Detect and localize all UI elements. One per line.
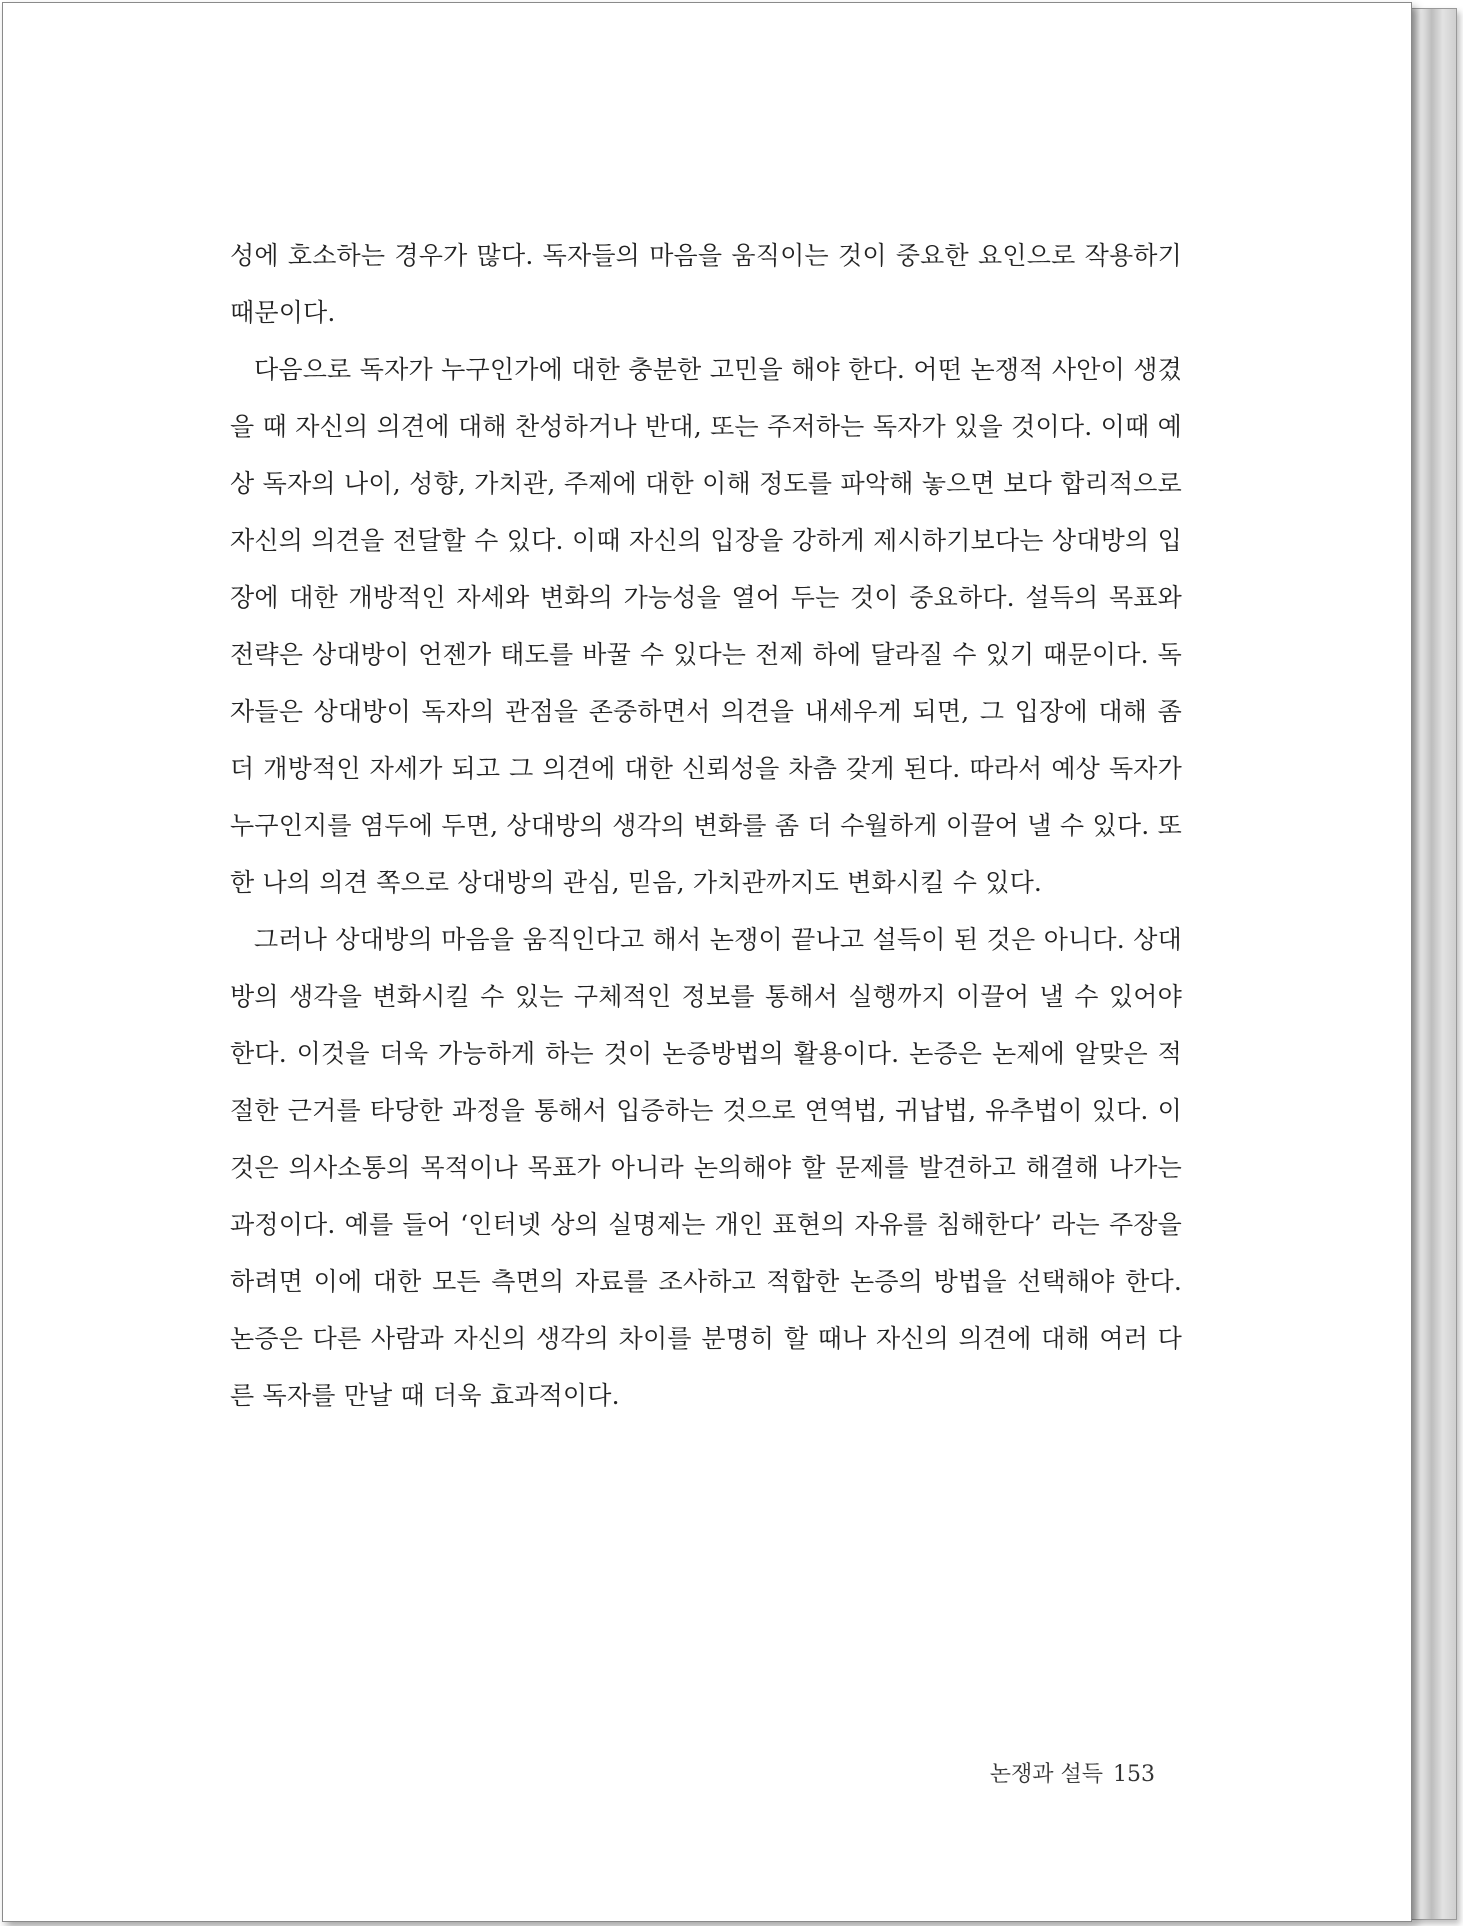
page-number: 153: [1113, 1762, 1155, 1787]
body-text: [230, 227, 1182, 1424]
paragraph-reader-consideration: 다음으로 독자가 누구인가에 대한 충분한 고민을 해야 한다. 어떤 논쟁적 사안이 생겼을 때 자신의 의견에 대해 찬성하거나 반대, 또는 주저하는 독자가 있을 것이다. 이때 예상 독자의 나이, 성향, 가치관, 주제에 대한 이해 정도를 파악해 놓으면 보다 합리적으로 자신의 의견을 전달할 수 있다. 이때 자신의 입장을 강하게 제시하기보다는 상대방의 입장에 대한 개방적인 자세와 변화의 가능성을 열어 두는 것이 중요하다. 설득의 목표와 전략은 상대방이 언젠가 태도를 바꿀 수 있다는 전제 하에 달라질 수 있기 때문이다. 독자들은 상대방이 독자의 관점을 존중하면서 의견을 내세우게 되면, 그 입장에 대해 좀 더 개방적인 자세가 되고 그 의견에 대한 신뢰성을 차츰 갖게 된다. 따라서 예상 독자가 누구인지를 염두에 두면, 상대방의 생각의 변화를 좀 더 수월하게 이끌어 낼 수 있다. 또한 나의 의견 쪽으로 상대방의 관심, 믿음, 가치관까지도 변화시킬 수 있다.: [230, 355, 1182, 897]
page-footer: [990, 1757, 1155, 1788]
paragraph-continuation: 성에 호소하는 경우가 많다. 독자들의 마음을 움직이는 것이 중요한 요인으로 작용하기 때문이다.: [230, 241, 1182, 327]
paragraph-argumentation: 그러나 상대방의 마음을 움직인다고 해서 논쟁이 끝나고 설득이 된 것은 아니다. 상대방의 생각을 변화시킬 수 있는 구체적인 정보를 통해서 실행까지 이끌어 낼 수 있어야 한다. 이것을 더욱 가능하게 하는 것이 논증방법의 활용이다. 논증은 논제에 알맞은 적절한 근거를 타당한 과정을 통해서 입증하는 것으로 연역법, 귀납법, 유추법이 있다. 이것은 의사소통의 목적이나 목표가 아니라 논의해야 할 문제를 발견하고 해결해 나가는 과정이다. 예를 들어 ‘인터넷 상의 실명제는 개인 표현의 자유를 침해한다’ 라는 주장을 하려면 이에 대한 모든 측면의 자료를 조사하고 적합한 논증의 방법을 선택해야 한다. 논증은 다른 사람과 자신의 생각의 차이를 분명히 할 때나 자신의 의견에 대해 여러 다른 독자를 만날 때 더욱 효과적이다.: [230, 925, 1182, 1410]
running-chapter-title: 논쟁과 설득: [989, 1762, 1103, 1787]
book-page: [2, 2, 1412, 1922]
page-stack-edge: [1411, 8, 1457, 1920]
